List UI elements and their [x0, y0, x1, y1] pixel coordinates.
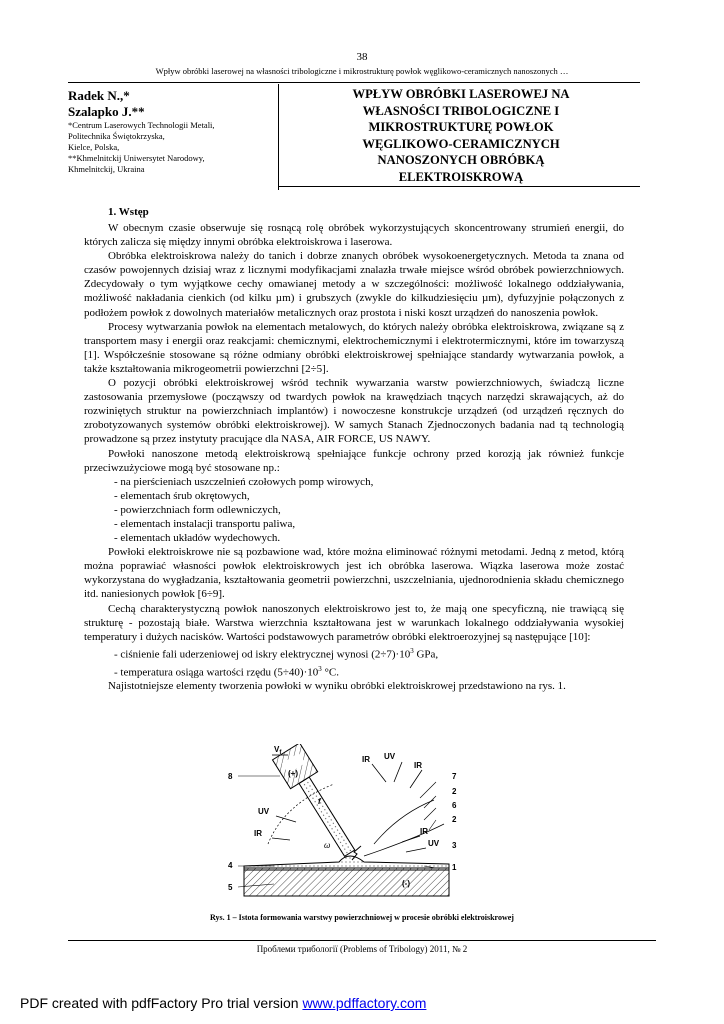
paragraph: O pozycji obróbki elektroiskrowej wśród technik wywarzania warstw powierzchniowych, świadczą liczne zastosowania przemysłowe (począwszy od twardych powłok na krawędziach tnących narzędzi skrawających, aż do rozwiniętych struktur na powierzchniach implantów) i nowoczesne konstrukcje urządzeń (od urządzeń ręcznych do zrobotyzowanych systemów obróbki elektroiskrowej). W samych Stanach Zjednoczonych badania nad tą technologią prowadzone są przez instytuty pracujące dla NASA, AIR FORCE, US NAWY.	[84, 377, 624, 446]
callout-number: 1	[452, 863, 457, 872]
list-text: GPa,	[413, 648, 439, 661]
title-line: WPŁYW OBRÓBKI LASEROWEJ NA	[352, 87, 570, 101]
callout-number: 6	[452, 801, 457, 810]
cathode-label: (-)	[402, 879, 410, 888]
title-line: WŁASNOŚCI TRIBOLOGICZNE I	[362, 103, 560, 118]
list-text: °C.	[321, 666, 340, 679]
callout-number: 2	[452, 787, 457, 796]
figure-diagram	[224, 744, 476, 904]
article-title	[282, 86, 640, 186]
running-header: Wpływ obróbki laserowej na własności tribologiczne i mikrostrukturę powłok węglikowo-ceramicznych nanoszonych …	[155, 66, 569, 76]
callout-number: 5	[228, 883, 233, 892]
list-item: - elementach układów wydechowych.	[114, 532, 281, 545]
section-heading: 1. Wstęp	[108, 206, 149, 218]
coating-layer	[244, 856, 449, 870]
article-header	[68, 84, 640, 190]
callout-number: 3	[452, 841, 457, 850]
paragraph: Procesy wytwarzania powłok na elementach metalowych, do których należy obróbka elektroiskrowa, związane są z transportem masy i energii oraz reakcjami: chemicznymi, elektrochemicznymi i elektrotermicznymi, które im towarzyszą [1]. Współcześnie stosowane są różne odmiany obróbki elektroiskrowej spełniające standardy wytwarzania powłok, a także kształtowania mikrogeometrii powierzchni [2÷5].	[84, 320, 624, 375]
ir-label: IR	[254, 829, 262, 838]
affiliation-line: Kielce, Polska,	[68, 142, 120, 152]
callout-number: 8	[228, 772, 233, 781]
pdffactory-link[interactable]: www.pdffactory.com	[302, 995, 427, 1011]
affiliation-line: *Centrum Laserowych Technologii Metali,	[68, 120, 215, 130]
list-text: - temperatura osiąga wartości rzędu (5÷40)·10	[114, 666, 319, 679]
title-line: MIKROSTRUKTURĘ POWŁOK	[368, 120, 554, 135]
author-name: Szalapko J.**	[68, 104, 145, 119]
header-rule	[68, 82, 640, 83]
paragraph: Cechą charakterystyczną powłok nanoszonych elektroiskrowo jest to, że mają one specyficzną, nie trawiącą się strukturę - pozostają białe. Warstwa wierzchnia kształtowana jest w warunkach lokalnego oddziaływania wysokiej temperatury i dużych nacisków. Wartości podstawowych parametrów obróbki elektroerozyjnej są następujące [10]:	[84, 602, 624, 643]
authors-block	[68, 88, 276, 175]
footer-rule	[68, 940, 656, 941]
paragraph: Obróbka elektroiskrowa należy do tanich i dobrze znanych obróbek wysokoenergetycznych. Metoda ta znana od czasów powojennych dzisiaj wraz z licznymi modyfikacjami znalazła trwałe miejsce wśród obróbek powierzchniowych. Zdecydowały o tym wyjątkowe cechy omawianej metody a w szczególności: możliwość lokalnego oddziaływania, możliwość nakładania cienkich (od kilku µm) i grubszych (zwykle do kilkudziesięciu µm), dyfuzyjnie połączonych z podłożem powłok z dowolnych materiałów metalicznych oraz prostota i niski koszt urządzeń do nanoszenia powłok.	[84, 250, 624, 319]
pdf-banner	[20, 995, 426, 1011]
feed-velocity-label: $V_f$	[274, 745, 282, 756]
list-item: - elementach śrub okrętowych,	[114, 489, 250, 502]
paragraph: W obecnym czasie obserwuje się rosnącą rolę obróbek wykorzystujących skoncentrowany strumień energii, do których zalicza się między innymi obróbka elektroiskrowa i laserowa.	[84, 222, 624, 249]
ir-label: IR	[420, 827, 428, 836]
substrate	[244, 868, 449, 896]
pdf-banner-text: PDF created with pdfFactory Pro trial version	[20, 995, 303, 1011]
journal-footer: Проблеми трибології (Problems of Tribology) 2011, № 2	[256, 944, 468, 954]
callout-number: 4	[228, 861, 233, 870]
omega-label: ω	[324, 841, 331, 850]
exponent: 3	[410, 646, 414, 655]
exponent: 3	[318, 664, 322, 673]
paragraph: Powłoki elektroiskrowe nie są pozbawione wad, które można eliminować różnymi metodami. Jedną z metod, którą można poprawiać własności powłok elektroiskrowych jest ich obróbka laserowa. Wiązka laserowa może zostać wykorzystana do wygładzania, kształtowania geometrii powierzchni, uszczelniania, ujednorodnienia składu chemicznego itd. naniesionych powłok [6÷9].	[84, 546, 624, 601]
title-line: ELEKTROISKROWĄ	[398, 169, 524, 184]
title-line: NANOSZONYCH OBRÓBKĄ	[377, 153, 545, 168]
list-text: - ciśnienie fali uderzeniowej od iskry elektrycznej wynosi (2÷7)·10	[114, 648, 411, 661]
figure-caption: Rys. 1 – Istota formowania warstwy powierzchniowej w procesie obróbki elektroiskrowej	[210, 913, 514, 922]
callout-number: 2	[452, 815, 457, 824]
author-name: Radek N.,*	[68, 88, 130, 103]
paragraph: Powłoki nanoszone metodą elektroiskrową spełniające funkcje ochrony przed korozją jak również funkcje przeciwzużyciowe mogą być stosowane np.:	[84, 447, 624, 474]
anode-label: (+)	[288, 769, 298, 778]
callout-number: 7	[452, 772, 457, 781]
title-underline	[279, 186, 640, 187]
list-item	[84, 644, 624, 662]
paragraph: Najistotniejsze elementy tworzenia powłoki w wyniku obróbki elektroiskrowej przedstawiono na rys. 1.	[108, 680, 566, 693]
uv-label: UV	[428, 839, 440, 848]
list-item: - elementach instalacji transportu paliwa,	[114, 517, 296, 530]
affiliation-line: **Khmelnitckij Uniwersytet Narodowy,	[68, 153, 205, 163]
ir-label: IR	[414, 761, 422, 770]
list-item: - na pierścieniach uszczelnień czołowych pomp wirowych,	[114, 475, 374, 488]
affiliation-line: Khmelnitckij, Ukraina	[68, 164, 145, 174]
body-text	[84, 221, 624, 693]
title-line: WĘGLIKOWO-CERAMICZNYCH	[362, 136, 560, 151]
uv-label: UV	[384, 752, 396, 761]
force-label: f	[318, 797, 321, 806]
header-divider	[278, 84, 279, 190]
ir-label: IR	[362, 755, 370, 764]
list-item	[84, 662, 624, 680]
page-number: 38	[356, 51, 368, 63]
list-item: - powierzchniach form odlewniczych,	[114, 503, 281, 516]
uv-label: UV	[258, 807, 270, 816]
affiliation-line: Politechnika Świętokrzyska,	[68, 131, 165, 141]
